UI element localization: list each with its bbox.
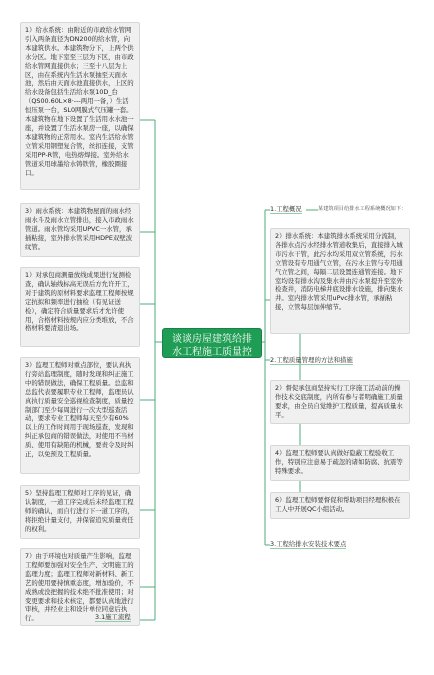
root-topic: 谈谈房屋建筑给排水工程施工质量控制: [162, 328, 262, 358]
qc-group-node: 6）监理工程师要督促和帮助项目经理积极在工人中开展QC小组活动。: [270, 492, 410, 519]
environment-control-node: 7）由于环境也对质量产生影响，监理工程师要加强对安全生产、文明施工的监理力度；监理工程师对新材料、新工艺的使用要持慎重态度，增加验价，不成熟或没把握的技术绝不批准使用；对变更要求和技术核定，都要认真地进行审核，并经业主和设计单位同意后执行。: [20, 548, 140, 626]
project-overview-label: 1.工程概况: [270, 205, 302, 213]
methods-label: 2.工程质量管理的方法和措施: [270, 356, 353, 364]
drainage-node: 2）排水系统：本建筑排水系统采用分流制，各排水点污水经排水管道收集后，直接排入城市污水干管，此污水均采用双立管系统，污水立管设有专用通气立管，在污水主管与专用通气立管之间，每隔二层设置连通管连接。地下室均设有排水沟及集水井由污水泵提升至室外检查井，消防电梯井底设排水设施，排向集水井。室内排水管采用uPvc排水管，承插粘接，立管每层加伸缩节。: [270, 228, 410, 334]
construction-flow-label: 3.1施工流程: [95, 613, 131, 621]
concealed-work-node: 4）监理工程师要认真做好隐蔽工程验收工作，特别应注意易于疏忽的诸如防腐、抗震等特殊要求。: [270, 445, 410, 481]
measurement-check-node: 1）对承包商测量放线成果进行复测检查，确认轴线标高无误后方允许开工，对于建筑的原材料要求监理工程师按规定抗拟和频率进行抽检（有见证送检），确定符合质量要求后才允许使用，合格材料按规内应分类堆放，不合格材料要清退出场。: [20, 267, 140, 347]
water-supply-node: 1）给水系统：由附近的市政给水管网引入两条直径为DN200的给水管，向本建筑供水。本建筑物分下，上两个供水分区。地下室至三层为下区，由市政给水管网直接供水；三至十八层为上区，由在系统内生活水泵抽至天面水池，然后由天面水池直接供水，上区的给水设备包括生活给水泵10D_台（QS00.60L×8·---两用一备，）生活恒压泵一台，SL0网膜式气压罐一套。本建筑物在地下设置了生活用水水池一座，并设置了生活水泵房一座，以确保本建筑物的正常用水。室内生活给水管立管采用钢塑复合管，丝扣连接，支管采用PP-R管，电热熔焊接。室外给水管道采用球墨给水铸铁管，橡胶圈接口。: [20, 22, 140, 190]
process-witness-node: 5）坚持监理工程师对工序的见证，确认制度，一道工序完成后未经监理工程师的确认，而自行进行下一道工序的，将拒绝计量支付，并保留追究质量责任的权利。: [20, 485, 140, 539]
rainwater-node: 3）雨水系统：本建筑物屋面的雨水经雨水斗及雨水立管排出，接入市政雨水管道。雨水管均采用UPVC一水管，承插粘接，室外排水管采用HDPE双壁波纹管。: [20, 203, 140, 257]
key-parts-supervision-node: 3）监理工程师对重点部位，要认真执行旁站监理制度，随时发现和纠正施工中的错误做法，确保工程质量。总监和总监代表要履职专业工程师，监理员认真执行质量安全巡视检查制度，质量控制部门至少每周进行一次大型巡查活动，要求专业工程师每天至少有60%以上的工作时间用于现场巡查，发现和纠正承包商的错误做法，对使用不当材质、使用有缺陷的机械，要责令及时纠正，以免预及工程质量。: [20, 357, 140, 474]
overview-note: 某建筑项目给排水工程系统概况如下：: [318, 206, 407, 212]
key-points-label: 3.工程给排水安装技术要点: [270, 540, 347, 548]
process-briefing-node: 2）督促承包商坚持实行工序施工活动前的操作技术交底制度，内所有参与者明确施工质量要求，由全员自觉维护工程质量，提高质量水平。: [270, 380, 410, 424]
